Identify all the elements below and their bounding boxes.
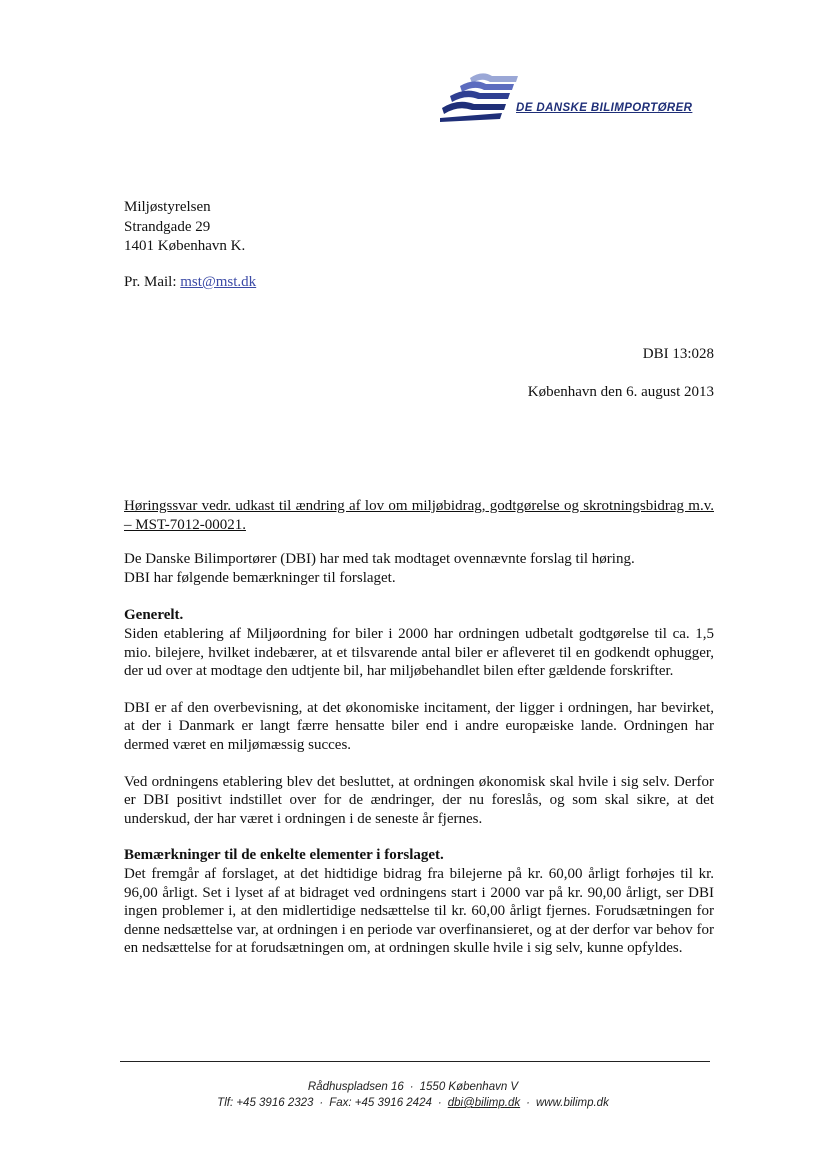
recipient-street: Strandgade 29: [124, 218, 211, 235]
footer-address: Rådhuspladsen 16: [307, 1081, 404, 1093]
footer-separator: ·: [526, 1097, 530, 1109]
footer-separator: ·: [437, 1097, 442, 1109]
dbi-road-stripes-icon: [440, 68, 520, 124]
mail-line: [124, 273, 256, 292]
recipient-city: 1401 København K.: [124, 238, 246, 254]
intro-line-2: DBI har følgende bemærkninger til forslaget.: [124, 569, 396, 586]
general-paragraph-1: Siden etablering af Miljøordning for biler i 2000 har ordningen udbetalt godtgørelse til ca. 1,5 mio. bilejere, hvilket indebærer, at et tilsvarende antal biler er afleveret til en godkendt ophugger, der ud over at modtage den udtjente bil, har miljøbehandlet bilen efter gældende forskrifter.: [124, 625, 714, 680]
footer-phone: Tlf: +45 3916 2323: [217, 1097, 314, 1109]
company-logo: [440, 68, 730, 124]
footer-web-link[interactable]: www.bilimp.dk: [535, 1097, 609, 1109]
mail-link[interactable]: mst@mst.dk: [180, 274, 257, 290]
subject-line: Høringssvar vedr. udkast til ændring af lov om miljøbidrag, godtgørelse og skrotningsbidrag m.v. – MST-7012-00021.: [124, 498, 714, 533]
footer-email-link[interactable]: dbi@bilimp.dk: [447, 1097, 521, 1109]
footer-contact-line: [0, 1097, 826, 1109]
section-heading-remarks: Bemærkninger til de enkelte elementer i forslaget.: [124, 847, 444, 864]
remarks-paragraph-1: Det fremgår af forslaget, at det hidtidige bidrag fra bilejerne på kr. 60,00 årligt forhøjes til kr. 96,00 årligt. Set i lyset af at bidraget ved ordningens start i 2000 var på kr. 90,00 årligt, ser DBI ingen problemer i, at den midlertidige nedsættelse til kr. 60,00 årligt fjernes. Forudsætningen for denne nedsættelse var, at ordningen i en periode var overfinansieret, og at der derfor var behov for en nedsættelse for at forudsætningen om, at ordningen skulle hvile i sig selv, kunne opfyldes.: [124, 865, 715, 957]
footer-separator: ·: [319, 1097, 324, 1109]
footer-divider: [120, 1061, 710, 1062]
intro-line-1: De Danske Bilimportører (DBI) har med tak modtaget ovennævnte forslag til høring.: [124, 551, 635, 568]
logo-text: DE DANSKE BILIMPORTØRER: [516, 102, 693, 114]
letter-body: [124, 497, 714, 976]
footer-postal: 1550 København V: [419, 1081, 519, 1093]
intro-paragraph: [124, 550, 714, 587]
general-paragraph-3: Ved ordningens etablering blev det besluttet, at ordningen økonomisk skal hvile i sig selv. Derfor er DBI positivt indstillet over for de ændringer, der nu foreslås, og som skal sikre, at det underskud, der har været i ordningen i de seneste år fjernes.: [124, 773, 714, 827]
recipient-name: Miljøstyrelsen: [124, 199, 211, 215]
recipient-address: [124, 198, 245, 257]
reference-number: DBI 13:028: [642, 346, 714, 362]
general-paragraph-2: DBI er af den overbevisning, at det økonomiske incitament, der ligger i ordningen, har bevirket, at der i Danmark er langt færre hensatte biler end i andre europæiske lande. Ordningen har dermed været en miljømæssig succes.: [124, 699, 714, 753]
mail-label: Pr. Mail:: [124, 274, 181, 290]
footer-address-line: [0, 1081, 826, 1093]
section-heading-general: Generelt.: [124, 607, 184, 624]
footer-separator: ·: [409, 1081, 414, 1093]
footer-fax: Fax: +45 3916 2424: [329, 1097, 432, 1109]
letter-date: København den 6. august 2013: [527, 384, 714, 400]
